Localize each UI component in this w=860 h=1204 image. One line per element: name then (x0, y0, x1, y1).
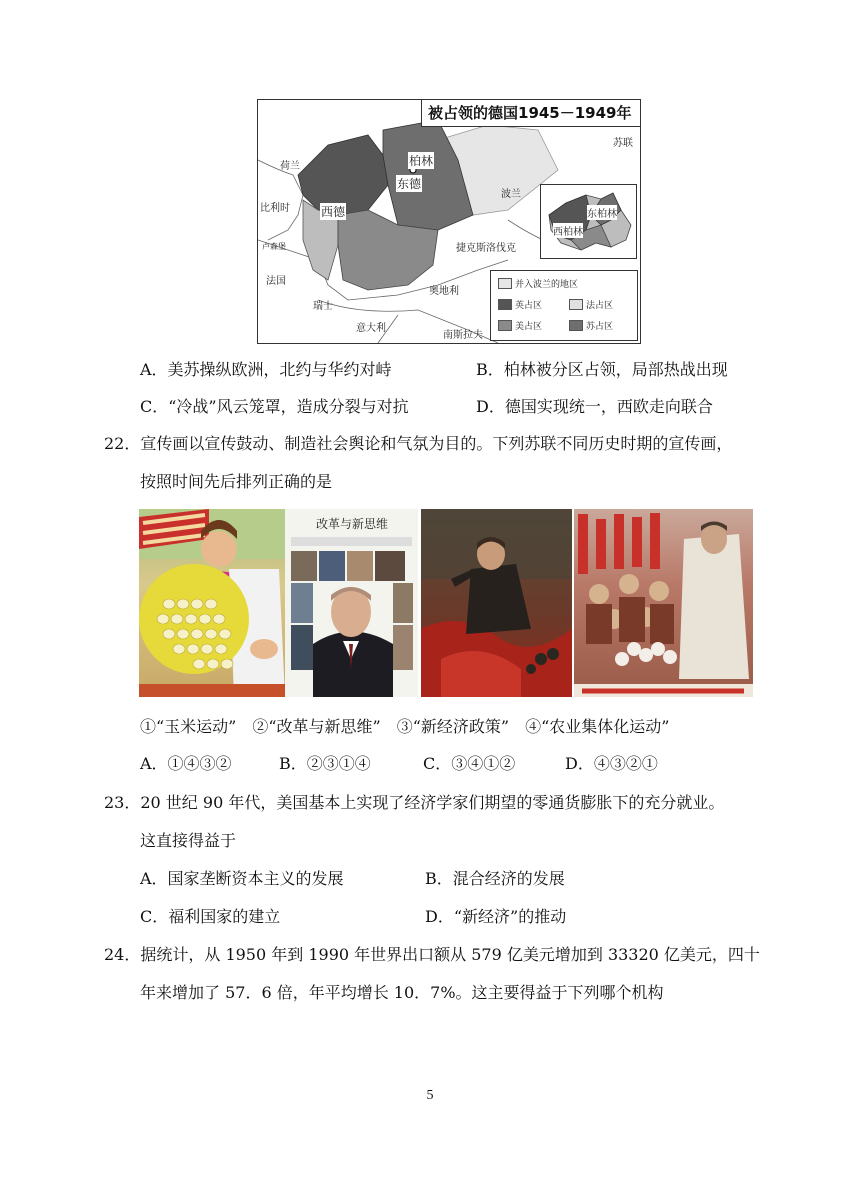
label-ussr: 苏联 (613, 138, 633, 149)
map-legend (490, 270, 638, 341)
legend-soviet: 苏占区 (586, 322, 614, 332)
label-west-berlin: 西柏林 (553, 223, 583, 238)
q23-option-c: C．福利国家的建立 (140, 907, 281, 926)
label-east-berlin: 东柏林 (587, 205, 617, 220)
q22-stem-line1: 22．宣传画以宣传鼓动、制造社会舆论和气氛为目的。下列苏联不同历史时期的宣传画， (104, 434, 733, 453)
page-number: 5 (426, 1088, 434, 1103)
q23-option-d: D．“新经济”的推动 (425, 907, 567, 926)
q21-option-c: C．“冷战”风云笼罩，造成分裂与对抗 (140, 397, 409, 416)
label-yugoslavia: 南斯拉夫 (443, 330, 483, 341)
legend-british: 英占区 (515, 301, 543, 311)
q21-option-b: B．柏林被分区占领，局部热战出现 (476, 360, 728, 379)
q22-poster-captions: ①“玉米运动” ②“改革与新思维” ③“新经济政策” ④“农业集体化运动” (140, 717, 670, 736)
map-title: 被占领的德国1945－1949年 (421, 100, 640, 127)
label-italy: 意大利 (356, 323, 386, 334)
poster-collectivization-art (574, 509, 753, 697)
legend-swatch-french (569, 299, 583, 310)
legend-swatch-british (498, 299, 512, 310)
q21-option-a: A．美苏操纵欧洲，北约与华约对峙 (140, 360, 392, 379)
poster-lenin-art (421, 509, 572, 697)
legend-french: 法占区 (586, 301, 614, 311)
legend-swatch-american (498, 320, 512, 331)
label-berlin: 柏林 (409, 154, 434, 168)
q23-stem-line2: 这直接得益于 (140, 831, 237, 850)
berlin-inset-map (540, 184, 637, 259)
legend-swatch-soviet (569, 320, 583, 331)
berlin-inset-drawing (541, 185, 636, 258)
poster-perestroika (285, 509, 418, 697)
label-poland: 波兰 (501, 189, 521, 200)
label-west-germany: 西德 (321, 205, 346, 219)
q23-stem-line1: 23．20 世纪 90 年代，美国基本上实现了经济学家们期望的零通货膨胀下的充分就业。 (104, 793, 725, 812)
label-austria: 奥地利 (429, 286, 459, 297)
poster-nep-lenin (421, 509, 572, 697)
q23-option-a: A．国家垄断资本主义的发展 (140, 869, 344, 888)
label-luxembourg: 卢森堡 (262, 242, 286, 251)
q22-option-d: D．④③②① (565, 754, 658, 773)
legend-swatch-poland (498, 278, 512, 289)
q24-stem-line1: 24．据统计，从 1950 年到 1990 年世界出口额从 579 亿美元增加到 33320 亿美元，四十 (104, 945, 760, 964)
label-netherlands: 荷兰 (280, 161, 300, 172)
label-czechoslovakia: 捷克斯洛伐克 (456, 243, 516, 254)
label-switzerland: 瑞士 (313, 301, 333, 312)
legend-american: 美占区 (515, 322, 543, 332)
q23-option-b: B．混合经济的发展 (425, 869, 565, 888)
q21-option-d: D．德国实现统一，西欧走向联合 (476, 397, 713, 416)
q24-stem-line2: 年来增加了 57．6 倍，年平均增长 10．7%。这主要得益于下列哪个机构 (140, 983, 664, 1002)
q22-option-a: A．①④③② (140, 754, 232, 773)
q22-option-c: C．③④①② (423, 754, 516, 773)
q22-stem-line2: 按照时间先后排列正确的是 (140, 472, 333, 491)
label-east-germany: 东德 (397, 177, 422, 191)
poster-corn-campaign (139, 509, 285, 697)
label-belgium: 比利时 (260, 203, 290, 214)
label-france: 法国 (266, 276, 286, 287)
poster-collectivization (574, 509, 753, 697)
poster-perestroika-title: 改革与新思维 (315, 517, 388, 531)
poster-corn-art (139, 509, 285, 697)
legend-poland: 并入波兰的地区 (515, 280, 579, 290)
poster-perestroika-art (285, 509, 418, 697)
q22-option-b: B．②③①④ (279, 754, 371, 773)
occupied-germany-map (257, 99, 641, 344)
